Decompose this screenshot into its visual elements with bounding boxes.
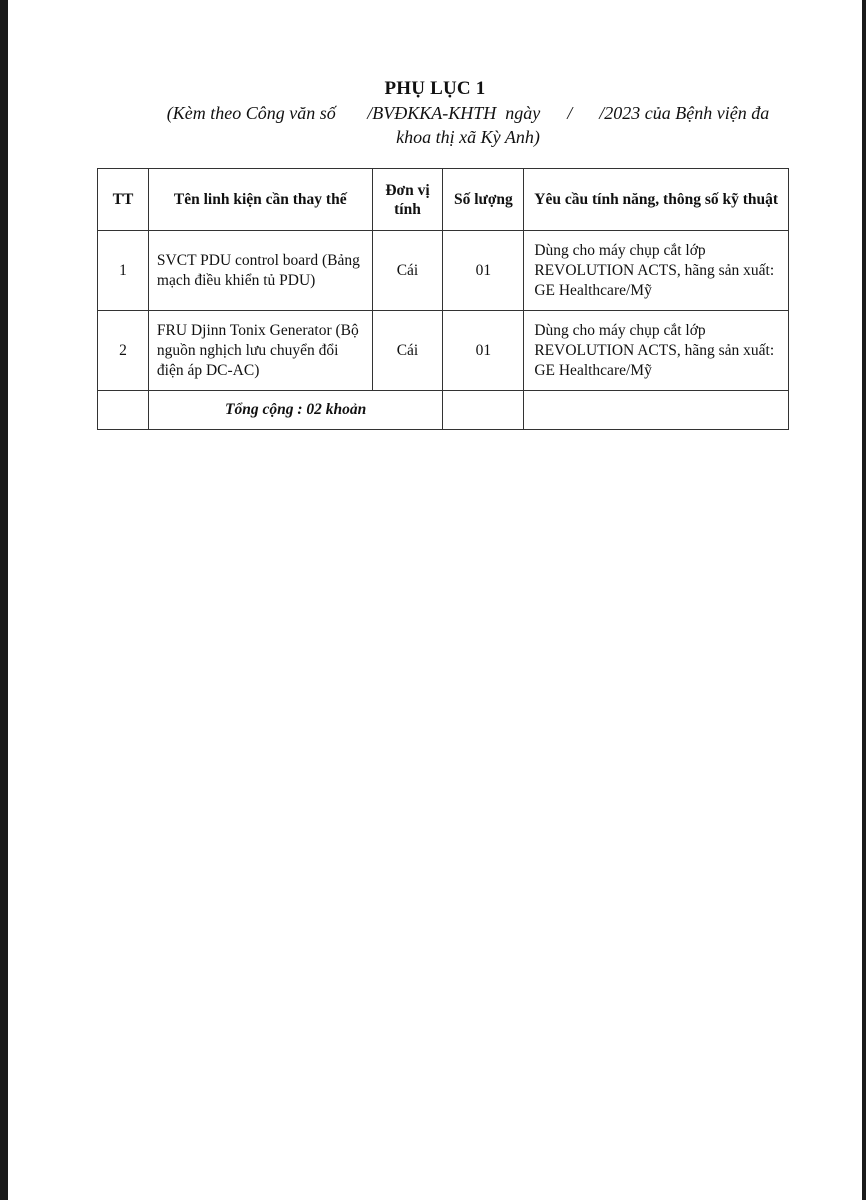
total-empty-quantity bbox=[443, 391, 524, 430]
header-part-name: Tên linh kiện cần thay thế bbox=[148, 169, 372, 231]
row-unit: Cái bbox=[372, 231, 443, 311]
row-part-name: SVCT PDU control board (Bảng mạch điều khiển tủ PDU) bbox=[148, 231, 372, 311]
parts-table bbox=[97, 168, 789, 430]
table-header-row bbox=[98, 169, 789, 231]
total-empty-specification bbox=[524, 391, 789, 430]
table-total-row bbox=[98, 391, 789, 430]
header-tt: TT bbox=[98, 169, 149, 231]
row-tt: 2 bbox=[98, 311, 149, 391]
document-subtitle bbox=[118, 101, 818, 149]
table-row bbox=[98, 311, 789, 391]
row-quantity: 01 bbox=[443, 311, 524, 391]
header-specification: Yêu cầu tính năng, thông số kỹ thuật bbox=[524, 169, 789, 231]
row-part-name: FRU Djinn Tonix Generator (Bộ nguồn nghịch lưu chuyển đổi điện áp DC-AC) bbox=[148, 311, 372, 391]
row-specification: Dùng cho máy chụp cắt lớp REVOLUTION ACTS, hãng sản xuất: GE Healthcare/Mỹ bbox=[524, 231, 789, 311]
total-label: Tổng cộng : 02 khoản bbox=[148, 391, 443, 430]
row-specification: Dùng cho máy chụp cắt lớp REVOLUTION ACTS, hãng sản xuất: GE Healthcare/Mỹ bbox=[524, 311, 789, 391]
total-empty-tt bbox=[98, 391, 149, 430]
document-title: PHỤ LỤC 1 bbox=[384, 78, 486, 99]
row-quantity: 01 bbox=[443, 231, 524, 311]
table-row bbox=[98, 231, 789, 311]
subtitle-line-2: khoa thị xã Kỳ Anh) bbox=[396, 127, 540, 147]
row-tt: 1 bbox=[98, 231, 149, 311]
header-quantity: Số lượng bbox=[443, 169, 524, 231]
row-unit: Cái bbox=[372, 311, 443, 391]
header-unit: Đơn vị tính bbox=[372, 169, 443, 231]
subtitle-line-1: (Kèm theo Công văn số /BVĐKKA-KHTH ngày / /2023 của Bệnh viện đa bbox=[166, 103, 770, 123]
document-page bbox=[8, 0, 862, 1200]
